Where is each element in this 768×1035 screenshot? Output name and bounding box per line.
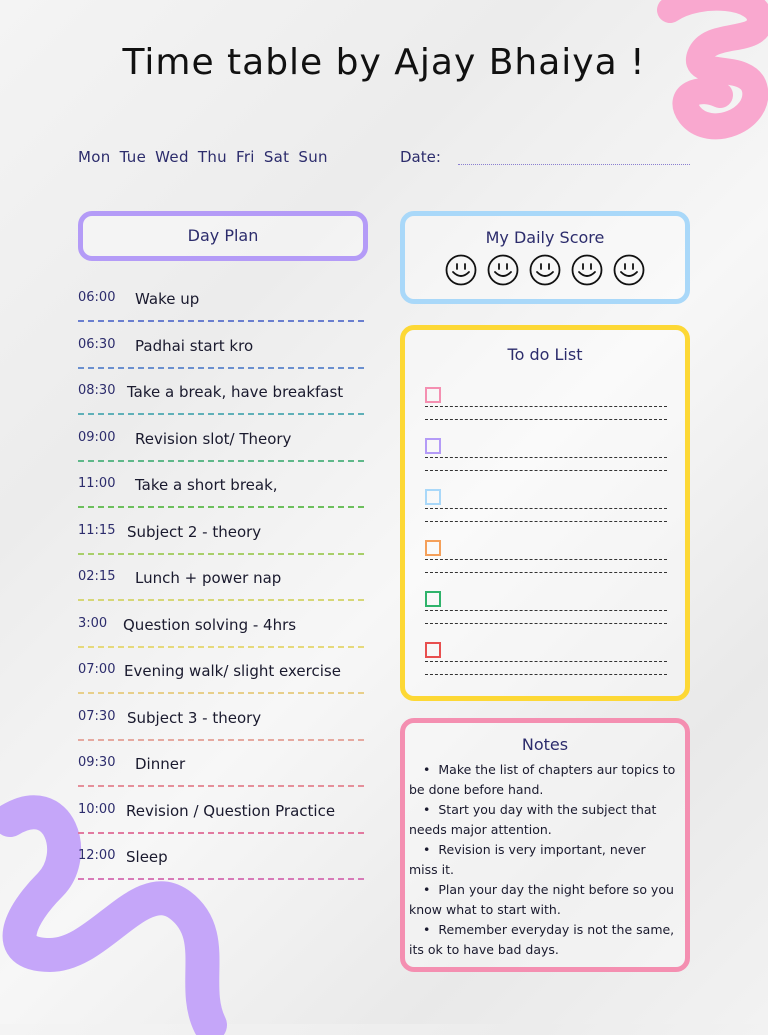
schedule-slot (78, 327, 368, 373)
slot-activity: Dinner (135, 755, 186, 773)
todo-line[interactable] (425, 406, 667, 407)
slot-activity: Revision slot/ Theory (135, 429, 292, 448)
slot-time: 07:30 (78, 708, 116, 724)
slot-activity: Padhai start kro (135, 336, 254, 355)
notes-list (405, 760, 685, 960)
todo-line[interactable] (425, 521, 667, 522)
note-item (409, 800, 677, 840)
note-text: Revision is very important, never miss it. (409, 842, 646, 877)
notes-heading: Notes (521, 735, 569, 754)
note-item (409, 920, 677, 960)
day-plan-header (78, 211, 368, 261)
schedule-slot (78, 606, 368, 652)
slot-time: 09:00 (78, 429, 116, 445)
smiley-icon[interactable] (445, 254, 477, 286)
todo-line[interactable] (425, 623, 667, 624)
slot-divider (78, 739, 364, 741)
slot-divider (78, 413, 364, 415)
slot-divider (78, 367, 364, 369)
slot-activity: Subject 2 - theory (127, 522, 262, 541)
slot-divider (78, 785, 364, 787)
date-field[interactable] (458, 164, 690, 165)
slot-time: 09:30 (78, 755, 116, 770)
note-text: Start you day with the subject that needs major attention. (409, 802, 657, 837)
slot-divider (78, 320, 364, 322)
slot-divider (78, 878, 364, 880)
date-label: Date: (400, 148, 441, 166)
note-text: Remember everyday is not the same, its ok to have bad days. (409, 922, 675, 957)
slot-divider (78, 692, 364, 694)
slot-divider (78, 832, 364, 834)
schedule-slot (78, 745, 368, 791)
slot-time: 06:30 (78, 336, 116, 352)
slot-activity: Evening walk/ slight exercise (124, 662, 341, 680)
smiley-icon[interactable] (529, 254, 561, 286)
todo-line[interactable] (425, 470, 667, 471)
slot-time: 11:15 (78, 522, 116, 538)
slot-time: 3:00 (78, 615, 108, 631)
smiley-icon[interactable] (613, 254, 645, 286)
smiley-icon[interactable] (571, 254, 603, 286)
todo-line[interactable] (425, 610, 667, 611)
slot-activity: Lunch + power nap (135, 569, 282, 587)
slot-activity: Take a short break, (135, 476, 278, 494)
slot-activity: Wake up (135, 290, 200, 308)
todo-list-box (400, 325, 690, 701)
todo-line[interactable] (425, 674, 667, 675)
schedule-slot (78, 838, 368, 884)
slot-activity: Subject 3 - theory (127, 708, 262, 727)
todo-item (425, 387, 670, 420)
slot-divider (78, 506, 364, 508)
notes-box (400, 718, 690, 972)
schedule-slot (78, 792, 368, 838)
todo-checkbox[interactable] (425, 642, 441, 658)
todo-line[interactable] (425, 572, 667, 573)
slot-activity: Revision / Question Practice (126, 801, 336, 820)
day-plan-heading: Day Plan (187, 226, 259, 245)
todo-line[interactable] (425, 661, 667, 662)
todo-checkbox[interactable] (425, 438, 441, 454)
bullet-icon: • (423, 842, 431, 857)
daily-score-box (400, 211, 690, 304)
slot-divider (78, 460, 364, 462)
slot-time: 07:00 (78, 662, 116, 677)
slot-divider (78, 599, 364, 601)
todo-checkbox[interactable] (425, 540, 441, 556)
todo-item (425, 642, 670, 675)
slot-time: 02:15 (78, 569, 116, 584)
todo-item (425, 489, 670, 522)
weekday-selector: Mon Tue Wed Thu Fri Sat Sun (78, 148, 328, 166)
slot-time: 10:00 (78, 801, 116, 817)
schedule-slot (78, 559, 368, 605)
todo-line[interactable] (425, 419, 667, 420)
todo-checkbox[interactable] (425, 591, 441, 607)
schedule-slot (78, 652, 368, 698)
todo-line[interactable] (425, 457, 667, 458)
note-item (409, 880, 677, 920)
slot-time: 12:00 (78, 848, 116, 863)
schedule-slot (78, 699, 368, 745)
todo-checkbox[interactable] (425, 489, 441, 505)
slot-time: 08:30 (78, 383, 116, 398)
daily-score-smileys (405, 254, 685, 286)
bullet-icon: • (423, 882, 431, 897)
todo-item (425, 591, 670, 624)
todo-item (425, 540, 670, 573)
daily-score-heading: My Daily Score (485, 228, 605, 247)
slot-time: 11:00 (78, 476, 116, 491)
todo-line[interactable] (425, 508, 667, 509)
note-item (409, 840, 677, 880)
page-title: Time table by Ajay Bhaiya ! (122, 42, 646, 83)
slot-activity: Take a break, have breakfast (127, 383, 344, 401)
bullet-icon: • (423, 922, 431, 937)
note-item (409, 760, 677, 800)
todo-checkbox[interactable] (425, 387, 441, 403)
bullet-icon: • (423, 762, 431, 777)
slot-activity: Sleep (126, 848, 168, 866)
bullet-icon: • (423, 802, 431, 817)
slot-divider (78, 553, 364, 555)
slot-divider (78, 646, 364, 648)
schedule-slot (78, 373, 368, 419)
note-text: Make the list of chapters aur topics to be done before hand. (409, 762, 676, 797)
todo-item (425, 438, 670, 471)
note-text: Plan your day the night before so you know what to start with. (409, 882, 674, 917)
todo-line[interactable] (425, 559, 667, 560)
slot-activity: Question solving - 4hrs (123, 615, 297, 634)
todo-heading: To do List (507, 345, 583, 364)
schedule-slot (78, 513, 368, 559)
schedule-slot (78, 466, 368, 512)
slot-time: 06:00 (78, 290, 116, 305)
smiley-icon[interactable] (487, 254, 519, 286)
schedule-slot (78, 280, 368, 326)
schedule-slot (78, 420, 368, 466)
